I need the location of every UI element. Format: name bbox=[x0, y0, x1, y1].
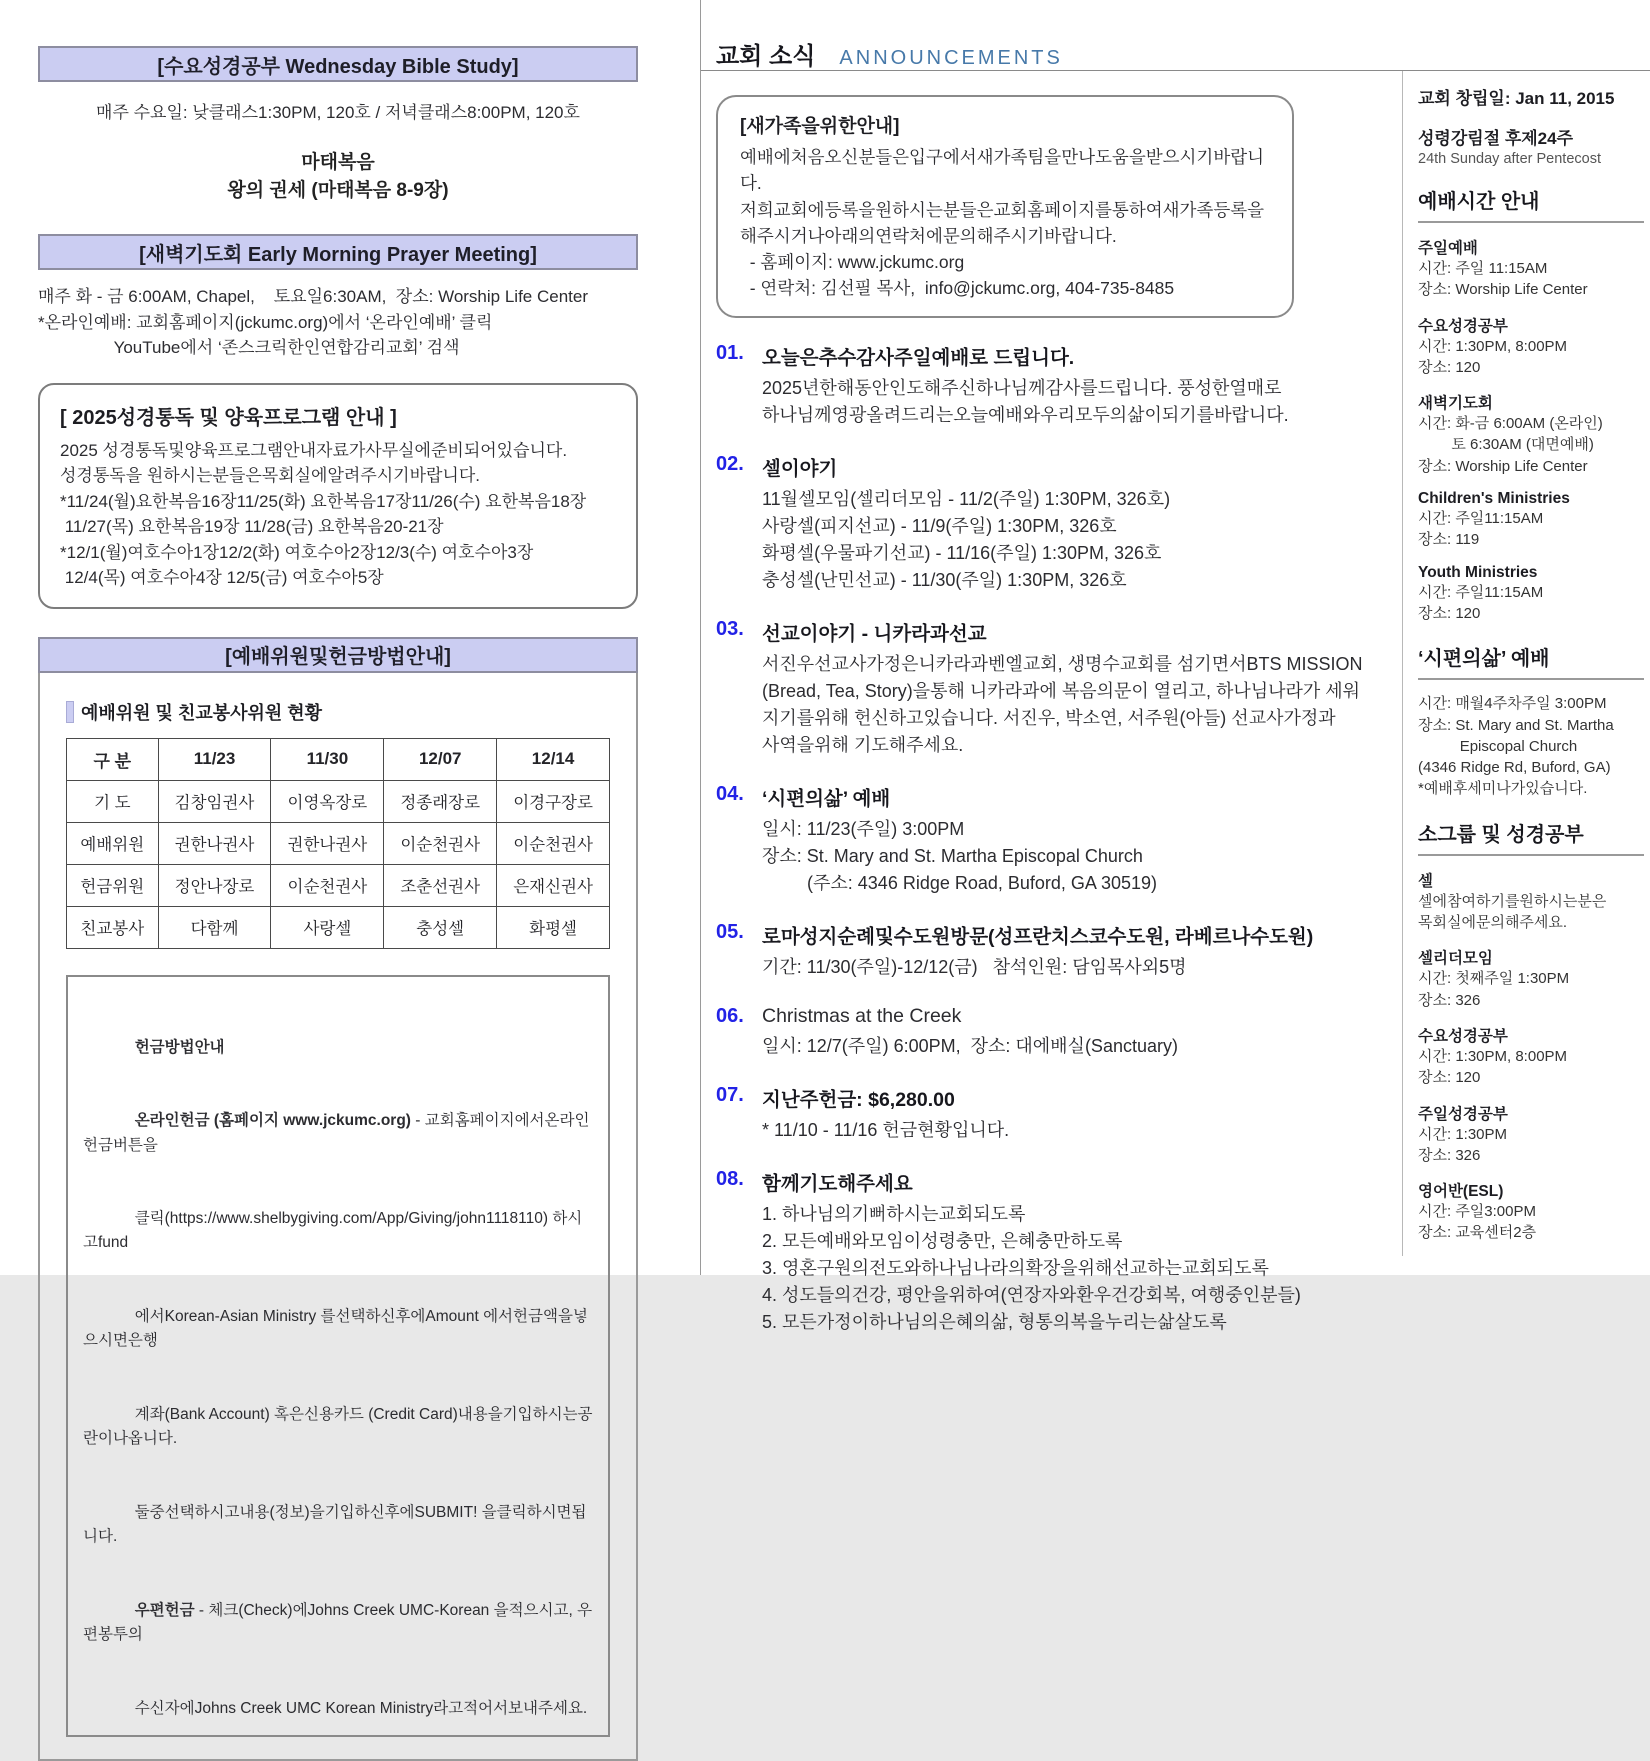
announcement-body bbox=[762, 921, 1392, 981]
announcement-lines bbox=[762, 954, 1392, 981]
announcement-number: 02. bbox=[716, 452, 744, 475]
sidebar-section bbox=[1418, 818, 1644, 1244]
announcement-body bbox=[762, 1168, 1392, 1336]
sidebar-line: Episcopal Church bbox=[1418, 737, 1578, 755]
sidebar-group-lines bbox=[1418, 693, 1644, 799]
announcement-lines bbox=[762, 816, 1392, 897]
table-cell: 이경구장로 bbox=[497, 780, 610, 822]
offering-segment: 수신자에Johns Creek UMC Korean Ministry라고적어서보내주세요. bbox=[134, 1699, 588, 1717]
sidebar-group-lines bbox=[1418, 336, 1644, 379]
new-family-line: 저희교회에등록을원하시는분들은교회홈페이지를통하여새가족등록을 bbox=[740, 199, 1265, 220]
committee-header-cell: 11/23 bbox=[158, 738, 271, 780]
announcement-line: (Bread, Tea, Story)을통해 니카라과에 복음의문이 열리고, 하나님나라가 세워 bbox=[762, 680, 1361, 701]
announcement-line: 11월셀모임(셀리더모임 - 11/2(주일) 1:30PM, 326호) bbox=[762, 488, 1171, 509]
sidebar-group bbox=[1418, 1179, 1644, 1244]
prayer-meeting-info bbox=[38, 284, 638, 361]
announcement-body bbox=[762, 342, 1392, 429]
sidebar-group-name: 수요성경공부 bbox=[1418, 1027, 1508, 1045]
sidebar-line: 장소: Worship Life Center bbox=[1418, 457, 1588, 475]
prayer-line: YouTube에서 ‘존스크릭한인연합감리교회’ 검색 bbox=[38, 338, 460, 358]
table-cell: 사랑셀 bbox=[271, 906, 384, 948]
offering-line bbox=[83, 1550, 593, 1648]
sidebar-line: 시간: 1:30PM, 8:00PM bbox=[1418, 1047, 1568, 1065]
announcement-number: 08. bbox=[716, 1167, 744, 1190]
sidebar-line: 시간: 화-금 6:00AM (온라인) bbox=[1418, 415, 1603, 433]
table-cell: 이영옥장로 bbox=[271, 780, 384, 822]
announcement-line: * 11/10 - 11/16 헌금현황입니다. bbox=[762, 1119, 1010, 1140]
table-cell: 김창임권사 bbox=[158, 780, 271, 822]
sidebar-group-lines bbox=[1418, 1201, 1644, 1244]
sidebar-line: 장소: St. Mary and St. Martha bbox=[1418, 716, 1614, 734]
sidebar-groups bbox=[1418, 869, 1644, 1244]
announcement-title: 함께기도해주세요 bbox=[762, 1172, 913, 1195]
announcement-line: 기간: 11/30(주일)-12/12(금) 참석인원: 담임목사외5명 bbox=[762, 956, 1187, 977]
announcements-column bbox=[716, 36, 1392, 1336]
column-divider-left bbox=[700, 0, 701, 1275]
offering-segment: 헌금방법안내 bbox=[134, 1038, 225, 1056]
sidebar-group bbox=[1418, 564, 1644, 625]
announcement-line: 1. 하나님의기뻐하시는교회되도록 bbox=[762, 1203, 1026, 1224]
announcement-lines bbox=[762, 375, 1392, 429]
sidebar-section-title: ‘시편의삶’ 예배 bbox=[1418, 642, 1644, 680]
announcement-number: 04. bbox=[716, 782, 744, 805]
table-row bbox=[67, 906, 610, 948]
table-row bbox=[67, 864, 610, 906]
announcement-item bbox=[716, 453, 1392, 594]
announcement-title: ‘시편의삶’ 예배 bbox=[762, 787, 891, 810]
sidebar-group-name: 주일성경공부 bbox=[1418, 1105, 1508, 1123]
offering-line bbox=[83, 1158, 593, 1256]
church-founding-date: 교회 창립일: Jan 11, 2015 bbox=[1418, 89, 1615, 108]
offering-segment: 계좌(Bank Account) 혹은신용카드 (Credit Card)내용을기입하시는공란이나옵니다. bbox=[83, 1405, 593, 1448]
sidebar-group-name: 셀 bbox=[1418, 872, 1433, 890]
announcements-title-english: ANNOUNCEMENTS bbox=[839, 47, 1063, 69]
offering-segment: 클릭(https://www.shelbygiving.com/App/Giving/john1118110) 하시고fund bbox=[83, 1209, 583, 1252]
sidebar-groups bbox=[1418, 693, 1644, 799]
wednesday-bible-study-header: [수요성경공부 Wednesday Bible Study] bbox=[38, 46, 638, 82]
sidebar-line: 시간: 주일3:00PM bbox=[1418, 1203, 1536, 1221]
committee-header-cell: 12/07 bbox=[384, 738, 497, 780]
announcement-list bbox=[716, 342, 1392, 1336]
announcements-title-korean: 교회 소식 bbox=[716, 43, 816, 70]
announcement-body bbox=[762, 1084, 1392, 1144]
offering-segment: - 교회홈페이지에서온라인헌금버튼을 bbox=[83, 1112, 590, 1154]
offering-line bbox=[83, 987, 593, 1060]
announcement-line: 서진우선교사가정은니카라과벤엘교회, 생명수교회를 섬기면서BTS MISSION bbox=[762, 653, 1363, 674]
announcement-line: (주소: 4346 Ridge Road, Buford, GA 30519) bbox=[762, 872, 1157, 893]
sidebar-group-lines bbox=[1418, 582, 1644, 625]
announcement-body bbox=[762, 453, 1392, 594]
announcement-line: 2025년한해동안인도해주신하나님께감사를드립니다. 풍성한열매로 bbox=[762, 377, 1282, 398]
table-cell: 권한나권사 bbox=[271, 822, 384, 864]
sidebar-line: 시간: 매월4주차주일 3:00PM bbox=[1418, 695, 1607, 713]
announcement-line: 5. 모든가정이하나님의은혜의삶, 형통의복을누리는삶살도록 bbox=[762, 1311, 1227, 1332]
announcement-item bbox=[716, 618, 1392, 759]
sidebar-group bbox=[1418, 869, 1644, 934]
table-cell: 은재신권사 bbox=[497, 864, 610, 906]
bible-reading-title: [ 2025성경통독 및 양육프로그램 안내 ] bbox=[60, 406, 397, 429]
sidebar-group-name: 셀리더모임 bbox=[1418, 950, 1493, 968]
new-family-lines bbox=[740, 144, 1270, 302]
table-cell: 이순천권사 bbox=[271, 864, 384, 906]
offering-line bbox=[83, 1452, 593, 1550]
worship-committee-box bbox=[38, 673, 638, 1761]
left-column bbox=[38, 46, 638, 1761]
sidebar-line: 장소: Worship Life Center bbox=[1418, 281, 1588, 299]
early-morning-prayer-header: [새벽기도회 Early Morning Prayer Meeting] bbox=[38, 234, 638, 270]
offering-method-box bbox=[66, 975, 610, 1738]
announcement-line: 2. 모든예배와모임이성령충만, 은혜충만하도록 bbox=[762, 1230, 1123, 1251]
column-divider-right bbox=[1402, 71, 1403, 1256]
announcement-lines bbox=[762, 1201, 1392, 1336]
announcement-title: 셀이야기 bbox=[762, 457, 838, 480]
sidebar-group-lines bbox=[1418, 1124, 1644, 1167]
table-cell: 정종래장로 bbox=[384, 780, 497, 822]
sidebar-groups bbox=[1418, 236, 1644, 624]
offering-line bbox=[83, 1256, 593, 1354]
worship-committee-header: [예배위원및헌금방법안내] bbox=[38, 637, 638, 673]
sidebar-line: 시간: 첫째주일 1:30PM bbox=[1418, 970, 1570, 988]
bible-reading-line: 성경통독을 원하시는분들은목회실에알려주시기바랍니다. bbox=[60, 466, 480, 486]
sidebar-sections bbox=[1418, 185, 1644, 1244]
announcement-lines bbox=[762, 1117, 1392, 1144]
sidebar-group-name: 새벽기도회 bbox=[1418, 395, 1493, 413]
new-family-line: - 홈페이지: www.jckumc.org bbox=[740, 252, 965, 272]
table-cell: 충성셀 bbox=[384, 906, 497, 948]
sidebar-group bbox=[1418, 946, 1644, 1011]
table-cell: 다함께 bbox=[158, 906, 271, 948]
sidebar-group bbox=[1418, 236, 1644, 301]
announcement-line: 일시: 12/7(주일) 6:00PM, 장소: 대에배실(Sanctuary) bbox=[762, 1035, 1178, 1056]
sidebar-group-name: 영어반(ESL) bbox=[1418, 1183, 1504, 1201]
liturgical-season-korean: 성령강림절 후제24주 bbox=[1418, 129, 1574, 148]
sidebar-group bbox=[1418, 1102, 1644, 1167]
caption-accent-bar bbox=[66, 701, 74, 723]
sidebar-group bbox=[1418, 693, 1644, 799]
sidebar-group-lines bbox=[1418, 891, 1644, 934]
committee-header-row bbox=[67, 738, 610, 780]
announcement-line: 장소: St. Mary and St. Martha Episcopal Church bbox=[762, 845, 1143, 866]
wednesday-class-times: 매주 수요일: 낮클래스1:30PM, 120호 / 저녁클래스8:00PM, 120호 bbox=[96, 103, 580, 122]
table-row bbox=[67, 780, 610, 822]
committee-header-cell: 12/14 bbox=[497, 738, 610, 780]
sidebar-line: 시간: 주일11:15AM bbox=[1418, 510, 1544, 528]
sidebar-group-name: 수요성경공부 bbox=[1418, 317, 1508, 335]
announcement-item bbox=[716, 921, 1392, 981]
bible-reading-lines bbox=[60, 438, 616, 591]
sidebar-group-lines bbox=[1418, 258, 1644, 301]
offering-segment: 에서Korean-Asian Ministry 를선택하신후에Amount 에서헌금액을넣으시면은행 bbox=[83, 1307, 588, 1350]
series-topic: 왕의 권세 (마태복음 8-9장) bbox=[227, 179, 449, 201]
offering-line bbox=[83, 1060, 593, 1158]
sidebar-line: 장소: 119 bbox=[1418, 531, 1480, 549]
announcement-body bbox=[762, 618, 1392, 759]
table-cell: 헌금위원 bbox=[67, 864, 159, 906]
announcement-lines bbox=[762, 651, 1392, 759]
caption-text: 예배위원 및 친교봉사위원 현황 bbox=[81, 702, 323, 723]
announcement-number: 07. bbox=[716, 1083, 744, 1106]
sidebar-line: 장소: 120 bbox=[1418, 358, 1481, 376]
table-cell: 조춘선권사 bbox=[384, 864, 497, 906]
offering-segment: - 체크(Check)에Johns Creek UMC-Korean 을적으시고, 우편봉투의 bbox=[83, 1601, 593, 1644]
sidebar-line: *예배후세미나가있습니다. bbox=[1418, 780, 1588, 798]
sidebar-line: 시간: 1:30PM bbox=[1418, 1125, 1508, 1143]
announcement-lines bbox=[762, 1033, 1392, 1060]
announcement-title: 로마성지순례및수도원방문(성프란치스코수도원, 라베르나수도원) bbox=[762, 925, 1314, 948]
sidebar-line: 목회실에문의해주세요. bbox=[1418, 914, 1568, 932]
announcement-line: 화평셀(우물파기선교) - 11/16(주일) 1:30PM, 326호 bbox=[762, 542, 1162, 563]
announcement-body bbox=[762, 1005, 1392, 1060]
new-family-line: - 연락처: 김선필 목사, info@jckumc.org, 404-735-8485 bbox=[740, 278, 1175, 299]
sidebar-group bbox=[1418, 314, 1644, 379]
new-family-line: 예배에처음오신분들은입구에서새가족팀을만나도움을받으시기바랍니다. bbox=[740, 147, 1265, 194]
committee-header-cell: 11/30 bbox=[271, 738, 384, 780]
announcement-title: Christmas at the Creek bbox=[762, 1004, 962, 1027]
announcement-line: 충성셀(난민선교) - 11/30(주일) 1:30PM, 326호 bbox=[762, 569, 1127, 590]
new-family-title: [새가족을위한안내] bbox=[740, 116, 900, 137]
committee-table-body bbox=[67, 780, 610, 948]
announcement-item bbox=[716, 783, 1392, 897]
sidebar-group-lines bbox=[1418, 968, 1644, 1011]
sidebar-group bbox=[1418, 1024, 1644, 1089]
announcement-number: 03. bbox=[716, 617, 744, 640]
announcement-lines bbox=[762, 486, 1392, 594]
announcement-line: 3. 영혼구원의전도와하나님나라의확장을위해선교하는교회되도록 bbox=[762, 1257, 1269, 1278]
sidebar-section-title: 소그룹 및 성경공부 bbox=[1418, 818, 1644, 856]
worship-committee-section bbox=[38, 637, 638, 1761]
sidebar-group bbox=[1418, 490, 1644, 551]
sidebar-line: 시간: 1:30PM, 8:00PM bbox=[1418, 337, 1568, 355]
sermon-series bbox=[38, 149, 638, 204]
prayer-line: *온라인예배: 교회홈페이지(jckumc.org)에서 ‘온라인예배’ 클릭 bbox=[38, 312, 493, 332]
table-cell: 기 도 bbox=[67, 780, 159, 822]
offering-line bbox=[83, 1354, 593, 1452]
table-cell: 친교봉사 bbox=[67, 906, 159, 948]
sidebar-line: 장소: 교육센터2층 bbox=[1418, 1224, 1537, 1242]
committee-table-head bbox=[67, 738, 610, 780]
bible-reading-line: 12/4(목) 여호수아4장 12/5(금) 여호수아5장 bbox=[60, 568, 384, 588]
committee-caption bbox=[66, 699, 610, 725]
announcement-item bbox=[716, 342, 1392, 429]
announcement-title: 오늘은추수감사주일예배로 드립니다. bbox=[762, 346, 1075, 369]
table-cell: 정안나장로 bbox=[158, 864, 271, 906]
table-cell: 이순천권사 bbox=[497, 822, 610, 864]
announcement-title: 지난주헌금: $6,280.00 bbox=[762, 1088, 955, 1111]
sidebar-line: 시간: 주일 11:15AM bbox=[1418, 260, 1548, 277]
announcement-body bbox=[762, 783, 1392, 897]
announcement-number: 01. bbox=[716, 341, 744, 364]
announcement-item bbox=[716, 1005, 1392, 1060]
offering-segment: 둘중선택하시고내용(정보)을기입하신후에SUBMIT! 을클릭하시면됩니다. bbox=[83, 1503, 587, 1546]
sidebar-line: 장소: 326 bbox=[1418, 1146, 1481, 1164]
sidebar-line: (4346 Ridge Rd, Buford, GA) bbox=[1418, 759, 1611, 777]
sidebar-group-lines bbox=[1418, 508, 1644, 551]
sidebar-line: 장소: 120 bbox=[1418, 604, 1481, 622]
announcement-item bbox=[716, 1084, 1392, 1144]
sidebar-line: 토 6:30AM (대면예배) bbox=[1418, 436, 1594, 454]
bible-reading-line: *11/24(월)요한복음16장11/25(화) 요한복음17장11/26(수) 요한복음18장 bbox=[60, 491, 587, 511]
bible-reading-line: *12/1(월)여호수아1장12/2(화) 여호수아2장12/3(수) 여호수아3장 bbox=[60, 542, 534, 562]
announcement-line: 사역을위해 기도해주세요. bbox=[762, 734, 964, 755]
sidebar-group-name: Youth Ministries bbox=[1418, 563, 1538, 581]
announcement-line: 하나님께영광올려드리는오늘예배와우리모두의삶이되기를바랍니다. bbox=[762, 404, 1289, 425]
sidebar-section bbox=[1418, 642, 1644, 799]
sidebar-group-lines bbox=[1418, 413, 1644, 477]
announcement-number: 05. bbox=[716, 920, 744, 943]
announcement-line: 일시: 11/23(주일) 3:00PM bbox=[762, 818, 965, 839]
announcement-line: 사랑셀(피지선교) - 11/9(주일) 1:30PM, 326호 bbox=[762, 515, 1117, 536]
table-cell: 화평셀 bbox=[497, 906, 610, 948]
table-cell: 예배위원 bbox=[67, 822, 159, 864]
offering-line bbox=[83, 1648, 593, 1721]
bible-reading-line: 11/27(목) 요한복음19장 11/28(금) 요한복음20-21장 bbox=[60, 517, 444, 537]
series-book: 마태복음 bbox=[301, 152, 375, 173]
announcement-item bbox=[716, 1168, 1392, 1336]
offering-segment: 우편헌금 bbox=[134, 1601, 195, 1619]
offering-segment: 온라인헌금 (홈페이지 www.jckumc.org) bbox=[134, 1112, 416, 1130]
bible-reading-line: 2025 성경통독및양육프로그램안내자료가사무실에준비되어있습니다. bbox=[60, 440, 568, 460]
announcement-line: 지기를위해 헌신하고있습니다. 서진우, 박소연, 서주원(아들) 선교사가정과 bbox=[762, 707, 1336, 728]
sidebar-line: 셀에참여하기를원하시는분은 bbox=[1418, 892, 1607, 910]
sidebar-line: 장소: 120 bbox=[1418, 1069, 1481, 1087]
sidebar-group-lines bbox=[1418, 1046, 1644, 1089]
announcements-title bbox=[716, 36, 1392, 71]
announcement-title: 선교이야기 - 니카라과선교 bbox=[762, 622, 987, 645]
sidebar-group-name: Children's Ministries bbox=[1418, 490, 1570, 508]
table-cell: 이순천권사 bbox=[384, 822, 497, 864]
table-row bbox=[67, 822, 610, 864]
sidebar-group bbox=[1418, 391, 1644, 477]
announcement-number: 06. bbox=[716, 1004, 744, 1027]
committee-table bbox=[66, 738, 610, 949]
committee-header-cell: 구 분 bbox=[67, 738, 159, 780]
sidebar-line: 시간: 주일11:15AM bbox=[1418, 583, 1544, 601]
liturgical-season-english: 24th Sunday after Pentecost bbox=[1418, 151, 1601, 167]
new-family-line: 해주시거나아래의연락처에문의해주시기바랍니다. bbox=[740, 225, 1117, 246]
sidebar-line: 장소: 326 bbox=[1418, 991, 1481, 1009]
sidebar-section-title: 예배시간 안내 bbox=[1418, 185, 1644, 223]
sidebar-group-name: 주일예배 bbox=[1418, 240, 1478, 257]
bible-reading-program-box bbox=[38, 383, 638, 609]
table-cell: 권한나권사 bbox=[158, 822, 271, 864]
sidebar-section bbox=[1418, 185, 1644, 624]
prayer-line: 매주 화 - 금 6:00AM, Chapel, 토요일6:30AM, 장소: Worship Life Center bbox=[38, 287, 588, 307]
announcement-line: 4. 성도들의건강, 평안을위하여(연장자와환우건강회복, 여행중인분들) bbox=[762, 1284, 1301, 1305]
info-sidebar bbox=[1418, 84, 1644, 1244]
new-family-box bbox=[716, 95, 1294, 318]
